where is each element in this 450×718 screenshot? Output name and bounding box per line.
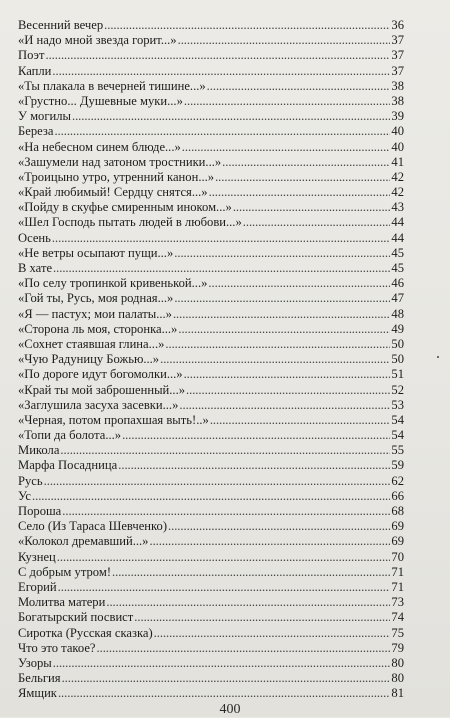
toc-entry-title: «Чую Радуницу Божью...»	[18, 352, 160, 367]
toc-entry	[18, 686, 404, 701]
toc-entry-page: 47	[391, 291, 404, 306]
toc-entry	[18, 185, 404, 200]
dot-leader	[154, 626, 391, 641]
toc-entry-title: Бельгия	[18, 671, 61, 686]
toc-entry-title: Весенний вечер	[18, 18, 104, 32]
toc-entry-page: 42	[391, 169, 404, 184]
toc-entry-title: Село (Из Тараса Шевченко)	[18, 519, 168, 534]
toc-entry	[18, 656, 404, 671]
toc-entry-page: 80	[391, 671, 404, 686]
toc-entry-title: Что это такое?	[18, 640, 96, 655]
toc-entry-page: 73	[391, 595, 404, 610]
dot-leader	[53, 656, 391, 671]
toc-entry	[18, 443, 404, 458]
toc-entry	[18, 352, 404, 367]
toc-entry-title: «Топи да болота...»	[18, 428, 122, 443]
toc-entry	[18, 337, 404, 352]
toc-entry-title: «Заглушила засуха засевки...»	[18, 397, 179, 412]
toc-entry-page: 46	[391, 276, 404, 291]
toc-entry	[18, 124, 404, 139]
toc-entry-title: «Сторона ль моя, сторонка...»	[18, 321, 178, 336]
toc-entry-title: Кузнец	[18, 549, 56, 564]
page-number: 400	[219, 702, 241, 717]
toc-entry-page: 80	[391, 655, 404, 670]
toc-entry-title: Сиротка (Русская сказка)	[18, 625, 153, 640]
toc-entry-page: 54	[391, 412, 404, 427]
toc-entry	[18, 458, 404, 473]
dot-leader	[149, 534, 390, 549]
toc-entry-title: «Черная, потом пропахшая выть!..»	[18, 412, 209, 427]
toc-entry-page: 55	[391, 443, 404, 458]
dot-leader	[215, 170, 390, 185]
toc-entry-page: 50	[391, 336, 404, 351]
toc-entry-page: 43	[391, 200, 404, 215]
toc-entry	[18, 641, 404, 656]
dot-leader	[207, 79, 391, 94]
toc-entry-title: «Край любимый! Сердцу снятся...»	[18, 185, 208, 200]
toc-entry-title: «Шел Господь пытать людей в любови...»	[18, 215, 242, 230]
toc-entry	[18, 595, 404, 610]
toc-entry	[18, 170, 404, 185]
toc-entry	[18, 246, 404, 261]
toc-entry-page: 75	[391, 625, 404, 640]
toc-entry	[18, 155, 404, 170]
toc-entry-title: Узоры	[18, 655, 52, 670]
toc-entry-page: 37	[391, 33, 404, 48]
toc-entry-title: «Край ты мой заброшенный...»	[18, 382, 186, 397]
toc-entry-page: 51	[391, 367, 404, 382]
toc-entry-page: 45	[391, 261, 404, 275]
toc-entry-page: 53	[391, 397, 404, 412]
toc-entry-title: «На небесном синем блюде...»	[18, 139, 181, 154]
toc-entry-title: Поэт	[18, 48, 45, 63]
toc-entry-page: 37	[391, 63, 404, 78]
dot-leader	[182, 140, 391, 155]
toc-entry-page: 38	[391, 78, 404, 93]
toc-entry	[18, 18, 404, 33]
toc-entry-title: «Грустно... Душевные муки...»	[18, 93, 183, 108]
toc-entry-title: «Колокол дремавший...»	[18, 534, 149, 549]
dot-leader	[57, 550, 391, 565]
toc-entry-page: 81	[391, 686, 404, 701]
print-speck	[437, 356, 439, 358]
toc-entry-title: Марфа Посадница	[18, 458, 118, 473]
toc-entry	[18, 428, 404, 443]
toc-entry-title: «Пойду в скуфье смиренным иноком...»	[18, 200, 232, 215]
dot-leader	[97, 641, 391, 656]
dot-leader	[178, 322, 390, 337]
toc-entry-title: Капли	[18, 63, 52, 78]
toc-entry-title: «Зашумели над затоном тростники...»	[18, 154, 222, 169]
toc-entry-page: 40	[391, 139, 404, 154]
toc-entry-page: 42	[391, 185, 404, 200]
dot-leader	[44, 474, 391, 489]
toc-entry	[18, 534, 404, 549]
dot-leader	[168, 519, 390, 534]
toc-entry-page: 79	[391, 640, 404, 655]
toc-entry-title: Микола	[18, 443, 60, 458]
toc-entry-title: Богатырский посвист	[18, 610, 134, 625]
toc-entry	[18, 489, 404, 504]
dot-leader	[53, 261, 390, 276]
toc-entry-title: «По селу тропинкой кривенькой...»	[18, 276, 208, 291]
toc-entry-page: 45	[391, 245, 404, 260]
toc-entry-title: Егорий	[18, 579, 57, 594]
toc-entry	[18, 671, 404, 686]
dot-leader	[222, 155, 390, 170]
toc-entry	[18, 474, 404, 489]
dot-leader	[118, 458, 390, 473]
toc-entry	[18, 64, 404, 79]
toc-entry-page: 59	[391, 458, 404, 473]
toc-entry-page: 39	[391, 109, 404, 124]
dot-leader	[58, 686, 390, 701]
toc-entry	[18, 580, 404, 595]
toc-entry	[18, 231, 404, 246]
toc-entry-page: 66	[391, 488, 404, 503]
toc-entry-page: 71	[391, 564, 404, 579]
toc-entry	[18, 413, 404, 428]
toc-entry-page: 48	[391, 306, 404, 321]
dot-leader	[184, 367, 391, 382]
toc-entry-page: 71	[391, 579, 404, 594]
dot-leader	[209, 185, 391, 200]
toc-entry-title: С добрым утром!	[18, 564, 112, 579]
dot-leader	[173, 307, 390, 322]
dot-leader	[62, 504, 390, 519]
toc-entry-title: «По дороге идут богомолки...»	[18, 367, 183, 382]
toc-entry-page: 41	[391, 154, 404, 169]
toc-entry-page: 69	[391, 519, 404, 534]
dot-leader	[32, 489, 390, 504]
toc-entry-page: 54	[391, 428, 404, 443]
toc-entry	[18, 519, 404, 534]
toc-entry-page: 70	[391, 549, 404, 564]
dot-leader	[165, 337, 390, 352]
dot-leader	[178, 33, 391, 48]
toc-entry-page: 44	[391, 215, 404, 230]
dot-leader	[52, 64, 390, 79]
toc-entry-page: 40	[391, 124, 404, 139]
toc-entry	[18, 33, 404, 48]
dot-leader	[174, 246, 390, 261]
toc-entry	[18, 140, 404, 155]
dot-leader	[243, 215, 391, 230]
toc-entry-page: 68	[391, 504, 404, 518]
toc-entry	[18, 291, 404, 306]
dot-leader	[174, 291, 390, 306]
toc-entry	[18, 550, 404, 565]
toc-entry	[18, 48, 404, 63]
dot-leader	[160, 352, 390, 367]
dot-leader	[54, 124, 390, 139]
toc-entry	[18, 504, 404, 519]
toc-entry-title: «Гой ты, Русь, моя родная...»	[18, 291, 174, 306]
toc-entry	[18, 322, 404, 337]
dot-leader	[58, 580, 391, 595]
dot-leader	[112, 565, 390, 580]
toc-entry-page: 44	[391, 230, 404, 245]
toc-entry-page: 37	[391, 48, 404, 63]
toc-entry-title: Пороша	[18, 504, 62, 518]
toc-entry	[18, 276, 404, 291]
toc-entry	[18, 109, 404, 124]
toc-entry-title: В хате	[18, 261, 53, 275]
dot-leader	[184, 94, 391, 109]
dot-leader	[186, 383, 390, 398]
toc-entry	[18, 79, 404, 94]
toc-entry	[18, 94, 404, 109]
toc-entry	[18, 215, 404, 230]
toc-entry	[18, 610, 404, 625]
toc-entry-title: Молитва матери	[18, 595, 106, 610]
dot-leader	[45, 48, 390, 63]
dot-leader	[60, 443, 390, 458]
toc-entry	[18, 200, 404, 215]
dot-leader	[233, 200, 391, 215]
dot-leader	[52, 231, 390, 246]
toc-entry-title: Русь	[18, 473, 43, 488]
dot-leader	[72, 109, 390, 124]
dot-leader	[122, 428, 390, 443]
dot-leader	[179, 398, 390, 413]
toc-entry-title: У могилы	[18, 109, 71, 124]
toc-entry-page: 36	[391, 18, 404, 32]
toc-entry-title: Ус	[18, 488, 31, 503]
dot-leader	[134, 610, 390, 625]
dot-leader	[62, 671, 391, 686]
dot-leader	[106, 595, 390, 610]
toc-entry-title: Береза	[18, 124, 54, 139]
toc-entry	[18, 367, 404, 382]
toc-entry-title: «И надо мной звезда горит...»	[18, 33, 177, 48]
dot-leader	[104, 18, 390, 33]
toc-entry-page: 69	[391, 534, 404, 549]
toc-entry-title: «Сохнет стаявшая глина...»	[18, 336, 165, 351]
toc-entry	[18, 307, 404, 322]
toc-entry-page: 62	[391, 473, 404, 488]
toc-entry-title: «Ты плакала в вечерней тишине...»	[18, 78, 206, 93]
toc-entry	[18, 398, 404, 413]
toc-entry-page: 38	[391, 93, 404, 108]
toc-entry-page: 50	[391, 352, 404, 367]
toc-entry-title: «Троицыно утро, утренний канон...»	[18, 169, 215, 184]
toc-entry-title: Осень	[18, 230, 51, 245]
toc-entry	[18, 383, 404, 398]
toc-entry-title: «Я — пастух; мои палаты...»	[18, 306, 172, 321]
table-of-contents	[18, 18, 404, 701]
toc-entry-title: Ямщик	[18, 686, 57, 701]
toc-entry	[18, 626, 404, 641]
toc-entry-page: 52	[391, 382, 404, 397]
dot-leader	[210, 413, 391, 428]
toc-entry-title: «Не ветры осыпают пущи...»	[18, 245, 174, 260]
toc-entry	[18, 261, 404, 276]
toc-entry-page: 74	[391, 610, 404, 625]
toc-entry	[18, 565, 404, 580]
dot-leader	[208, 276, 390, 291]
toc-entry-page: 49	[391, 321, 404, 336]
